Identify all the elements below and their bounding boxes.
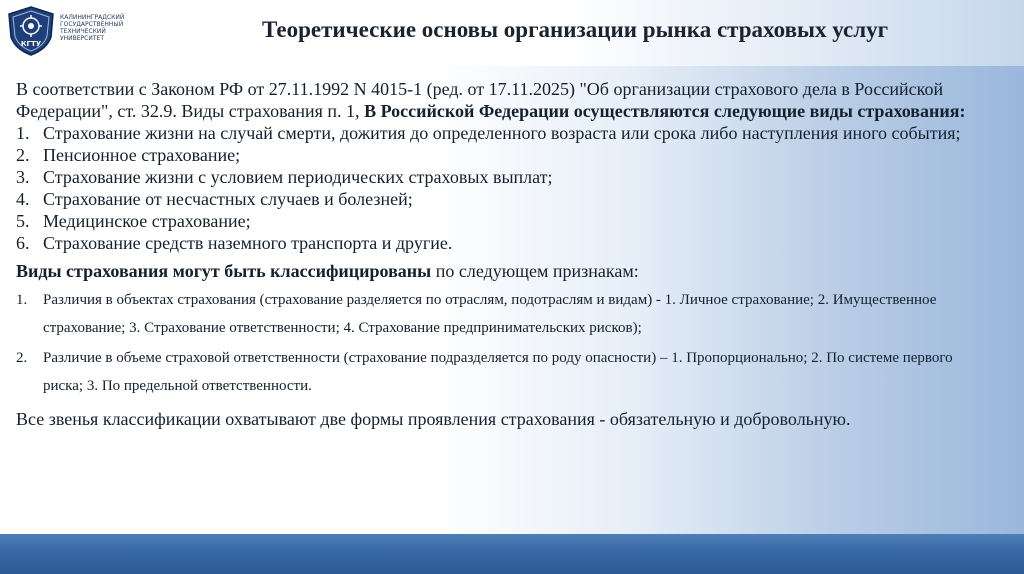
list-item [16, 286, 991, 342]
list-item [16, 232, 991, 254]
list-item [16, 344, 991, 400]
slide-title: Теоретические основы организации рынка страховых услуг [261, 17, 889, 42]
intro-text: В соответствии с Законом РФ от 27.11.1992 N 4015-1 (ред. от 17.11.2025) "Об организации страхового дела в Российской Федерации", ст. 32.9. Виды страхования п. 1, [16, 79, 944, 121]
list-item [16, 188, 991, 210]
list-item [16, 166, 991, 188]
university-logo [5, 5, 145, 57]
item-number: 5. [16, 211, 30, 231]
item-number: 4. [16, 189, 30, 209]
item-text: Страхование жизни с условием периодических страховых выплат; [43, 167, 553, 187]
classification-bold-text: Виды страхования могут быть классифицированы [16, 261, 432, 281]
classification-list [16, 286, 991, 400]
classification-heading [16, 260, 991, 282]
item-number: 3. [16, 167, 30, 187]
item-text: Страхование от несчастных случаев и болезней; [43, 189, 413, 209]
logo-line: УНИВЕРСИТЕТ [60, 35, 104, 42]
shield-emblem-icon [5, 5, 57, 57]
list-item [16, 144, 991, 166]
slide-header [0, 0, 1024, 66]
intro-bold-text: В Российской Федерации осуществляются следующие виды страхования: [364, 101, 966, 121]
footer-band [0, 534, 1024, 574]
item-text: Различие в объеме страховой ответственности (страхование подразделяется по роду опасности) – 1. Пропорционально; 2. По системе первого риска; 3. По предельной ответственности. [43, 350, 953, 394]
item-number: 1. [16, 123, 30, 143]
classification-text: по следующем признакам: [431, 261, 639, 281]
intro-paragraph [16, 78, 991, 122]
logo-line: ТЕХНИЧЕСКИЙ [60, 28, 106, 35]
item-text: Страхование средств наземного транспорта и другие. [43, 233, 453, 253]
logo-line: ГОСУДАРСТВЕННЫЙ [60, 21, 124, 28]
item-text: Различия в объектах страхования (страхование разделяется по отраслям, подотраслям и видам) - 1. Личное страхование; 2. Имущественное страхование; 3. Страхование ответственности; 4. Страхование предпринимательских рисков); [43, 292, 937, 336]
slide-body [16, 78, 991, 430]
item-text: Пенсионное страхование; [43, 145, 241, 165]
item-text: Страхование жизни на случай смерти, дожития до определенного возраста или срока либо наступления иного события; [43, 123, 961, 143]
item-number: 2. [16, 350, 28, 366]
logo-line: КАЛИНИНГРАДСКИЙ [60, 14, 125, 21]
list-item [16, 122, 991, 144]
item-number: 1. [16, 292, 28, 308]
closing-paragraph: Все звенья классификации охватывают две формы проявления страхования - обязательную и добровольную. [16, 409, 851, 429]
logo-university-name [60, 14, 146, 42]
item-text: Медицинское страхование; [43, 211, 251, 231]
logo-emblem-text: КГТУ [20, 40, 42, 48]
item-number: 6. [16, 233, 30, 253]
item-number: 2. [16, 145, 30, 165]
insurance-types-list [16, 122, 991, 254]
list-item [16, 210, 991, 232]
